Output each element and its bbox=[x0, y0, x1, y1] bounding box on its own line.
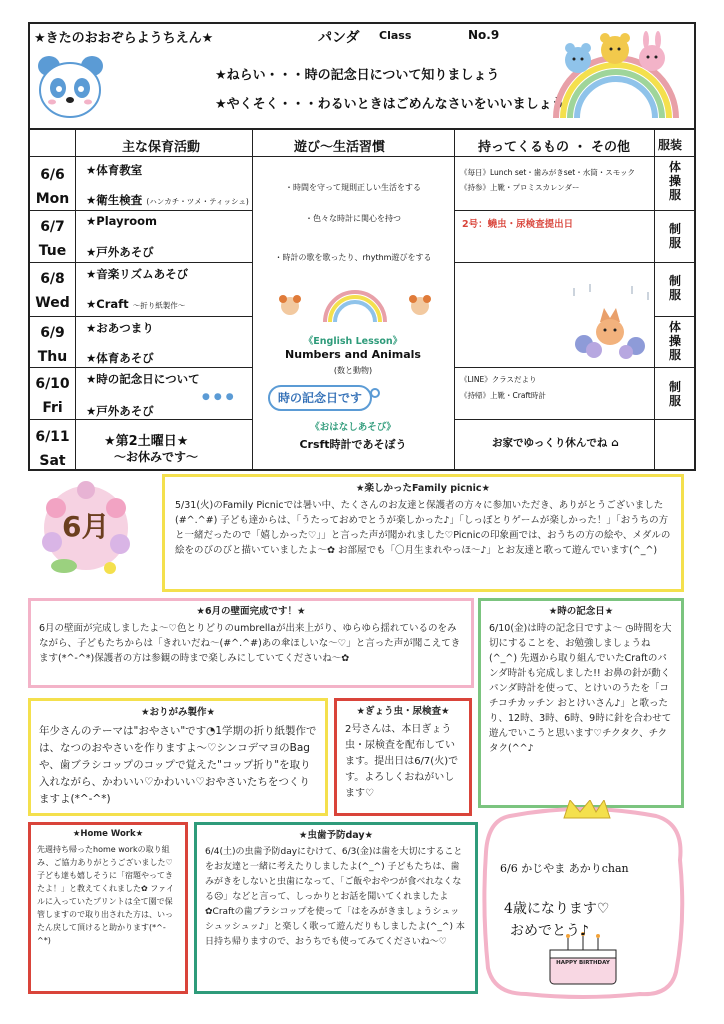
class-name: パンダ bbox=[318, 30, 360, 46]
bring-line: 《LINE》クラスだより bbox=[460, 375, 537, 384]
picnic-title: ★楽しかったFamily picnic★ bbox=[355, 483, 491, 494]
story-text: Crsft時計であそぼう bbox=[299, 438, 407, 451]
day-weekday: Sat bbox=[39, 453, 66, 469]
birthday-name: 6/6 かじやま あかりchan bbox=[500, 862, 629, 875]
cake-label: HAPPY BIRTHDAY bbox=[556, 960, 610, 966]
day-date: 6/10 bbox=[35, 376, 70, 392]
picnic-body: 5/31(火)のFamily Picnicでは暑い中、たくさんのお友達と保護者の方々に参加いただき、ありがとうございました(#^.^#) 子ども達からは、「うたっておめでとうが楽しかった♪」「しっぽとりゲームが楽しかった！」「おうちの方と一緒だったので「嬉しかった♡」」と言った声が聞かれました♡Picnicの印象画では、おうちの方の絵や、メダルの絵をのびのびと描いていましたよ～✿ お部屋でも「〇月生まれやっほ～♪」とお友達と歌って遊んでいます(^_^) bbox=[175, 500, 671, 556]
day-date: 6/6 bbox=[40, 167, 65, 183]
pinworm-title: ★ぎょう虫・尿検査★ bbox=[356, 706, 450, 717]
house-icon: ⌂ bbox=[611, 437, 619, 449]
bubble-dot-icon bbox=[370, 388, 380, 398]
clothes-wed: 制服 bbox=[668, 274, 681, 302]
panda-icon bbox=[34, 50, 106, 122]
day-weekday: Wed bbox=[35, 295, 70, 311]
wall-body: 6月の壁面が完成しましたよ～♡色とりどりのumbrellaが出来上がり、ゆらゆら揺れているのをみながら、子どもたちからは「きれいだね～(#^.^#)あの傘ほしいな～♡」と言った声が聞こえてきます(*^-^*)保護者の方は参観の時まで楽しみにしていてくださいね～✿ bbox=[39, 623, 461, 664]
activity-sub: ★戸外あそび bbox=[86, 404, 154, 418]
col-header-activities: 主な保育活動 bbox=[122, 140, 201, 155]
aim-text: ★ねらい・・・時の記念日について知りましょう bbox=[215, 68, 500, 83]
day-weekday: Tue bbox=[38, 243, 67, 259]
toki-box bbox=[478, 598, 684, 808]
english-lesson-sub: (数と動物) bbox=[333, 366, 373, 375]
activity-sub: ～お休みです～ bbox=[114, 450, 199, 464]
promise-text: ★やくそく・・・わるいときはごめんなさいをいいましょう bbox=[215, 97, 565, 112]
col-header-bring: 持ってくるもの ・ その他 bbox=[478, 140, 631, 155]
col-header-play: 遊び～生活習慣 bbox=[294, 140, 386, 155]
clothes-mon: 体操服 bbox=[668, 160, 681, 202]
cavity-body: 6/4(土)の虫歯予防dayにむけて、6/3(金)は歯を大切にすることをお友達と一緒に考えたりしましたよ(^_^) 子どもたちは、歯みがきをしないと虫歯になって、「ご飯やおやつが食べれなくなる☹」などと言って、しっかりとお話を聞いてくれましたよ✿Craftの歯ブラシコップを使って「はをみがきましょうシュッシュッシュッ♪」と楽しく歌って遊んだりもしましたよ(^_^) 本日持ち帰りますので、おうちでも使ってみてくださいね～♡ bbox=[205, 847, 465, 947]
day-date: 6/11 bbox=[35, 429, 70, 445]
origami-title: ★おりがみ製作★ bbox=[140, 707, 216, 718]
class-label: Class bbox=[379, 29, 412, 42]
homework-body: 先週持ち帰ったhome workの取り組み、ご協力ありがとうございました♡子ども達も嬉しそうに「宿題やってきたよ！」と教えてくれました✿ ファイルに入っていたプリントは全て園で保管しますので取り出された方は、いったん戻して頂けると助かります(*^-^*) bbox=[37, 845, 175, 945]
clothes-fri: 制服 bbox=[668, 380, 681, 408]
activity-main: ★音楽リズムあそび bbox=[86, 267, 189, 281]
activity-main: ★第2土曜日★ bbox=[104, 434, 189, 449]
activity-main: ★おあつまり bbox=[86, 321, 154, 335]
homework-box bbox=[28, 822, 188, 994]
activity-sub: ★戸外あそび bbox=[86, 245, 154, 259]
bring-daily: 《毎日》Lunch set・歯みがきset・水筒・スモック bbox=[460, 168, 636, 177]
activity-sub: ★衛生検査 (ハンカチ・ツメ・ティッシュ) bbox=[86, 193, 249, 207]
origami-box bbox=[28, 698, 328, 816]
story-title: 《おはなしあそび》 bbox=[310, 422, 396, 433]
issue-number: No.9 bbox=[468, 28, 500, 42]
activity-main: ★時の記念日について bbox=[86, 372, 200, 386]
kids-rainbow-icon bbox=[270, 290, 440, 324]
bring-carry: 《持参》上靴・プロミスカレンダー bbox=[460, 183, 580, 192]
wall-box bbox=[28, 598, 474, 688]
day-weekday: Mon bbox=[35, 191, 70, 207]
birthday-wish-1: 4歳になります♡ bbox=[504, 901, 610, 917]
day-date: 6/9 bbox=[40, 325, 65, 341]
wall-title: ★6月の壁面完成です！★ bbox=[196, 606, 306, 617]
rain-fox-icon bbox=[570, 282, 652, 360]
activity-sub: ★Craft ～折り紙製作～ bbox=[86, 297, 186, 311]
clothes-tue: 制服 bbox=[668, 222, 681, 250]
cavity-box bbox=[194, 822, 478, 994]
rainbow-animals-icon bbox=[548, 30, 682, 120]
school-name: ★きたのおおぞらようちえん★ bbox=[34, 31, 214, 46]
sat-rest: お家でゆっくり休んでね ⌂ bbox=[492, 437, 619, 449]
bring-pinworm: 2号：蟯虫・尿検査提出日 bbox=[462, 219, 574, 230]
day-date: 6/8 bbox=[40, 271, 65, 287]
origami-body: 年少さんのテーマは"おやさい"です◔1学期の折り紙製作では、なつのおやさいを作りますよ～♡シンコデマヨのBagや、歯ブラシコップのコップで覚えた"コップ折り"を取り入れながら、かわいい♡かわいい♡おやさいたちをつくりますよ(*^-^*) bbox=[39, 725, 317, 805]
day-weekday: Thu bbox=[37, 349, 68, 365]
play-item: ・時間を守って規則正しい生活をする bbox=[285, 183, 421, 192]
homework-title: ★Home Work★ bbox=[72, 829, 144, 839]
pinworm-body: 2号さんは、本日ぎょう虫・尿検査を配布しています。提出日は6/7(火)です。よろしくおねがいします♡ bbox=[345, 724, 459, 799]
day-weekday: Fri bbox=[42, 400, 63, 416]
picnic-box bbox=[162, 474, 684, 592]
activity-sub: ★体育あそび bbox=[86, 351, 154, 365]
english-lesson-topic: Numbers and Animals bbox=[285, 348, 421, 361]
toki-body: 6/10(金)は時の記念日ですよ～ ◷時間を大切にすることを、お勉強しましょうね(^_^) 先週から取り組んでいたCraftのパンダ時計も完成しました!! お鼻の針が動くパンダ時計を使って、とけいのうたを「コチコチカッチン おとけいさん♪」と歌ったり、12時、3時、6時、9時に針を合わせて遊んでいこうと思います♡チクタク、チクタク(^^♪ bbox=[489, 623, 672, 754]
play-item: ・色々な時計に関心を持つ bbox=[305, 214, 401, 223]
col-header-clothes: 服装 bbox=[658, 138, 683, 152]
dots-icon: ●●● bbox=[202, 392, 238, 402]
birthday-wish-2: おめでとう♪ bbox=[510, 923, 589, 939]
clothes-thu: 体操服 bbox=[668, 320, 681, 362]
play-item: ・時計の歌を歌ったり、rhythm遊びをする bbox=[274, 253, 432, 262]
activity-main: ★体育教室 bbox=[86, 163, 143, 177]
event-bubble: 時の記念日です bbox=[268, 385, 372, 411]
schedule-table bbox=[28, 128, 696, 471]
day-date: 6/7 bbox=[40, 219, 65, 235]
toki-title: ★時の記念日★ bbox=[548, 606, 614, 617]
june-badge: 6月 bbox=[62, 510, 110, 543]
pinworm-box bbox=[334, 698, 472, 816]
english-lesson-title: 《English Lesson》 bbox=[303, 336, 403, 347]
activity-main: ★Playroom bbox=[86, 214, 158, 228]
cavity-title: ★虫歯予防day★ bbox=[298, 830, 374, 841]
bring-return: 《持帰》上靴・Craft時計 bbox=[460, 391, 546, 400]
